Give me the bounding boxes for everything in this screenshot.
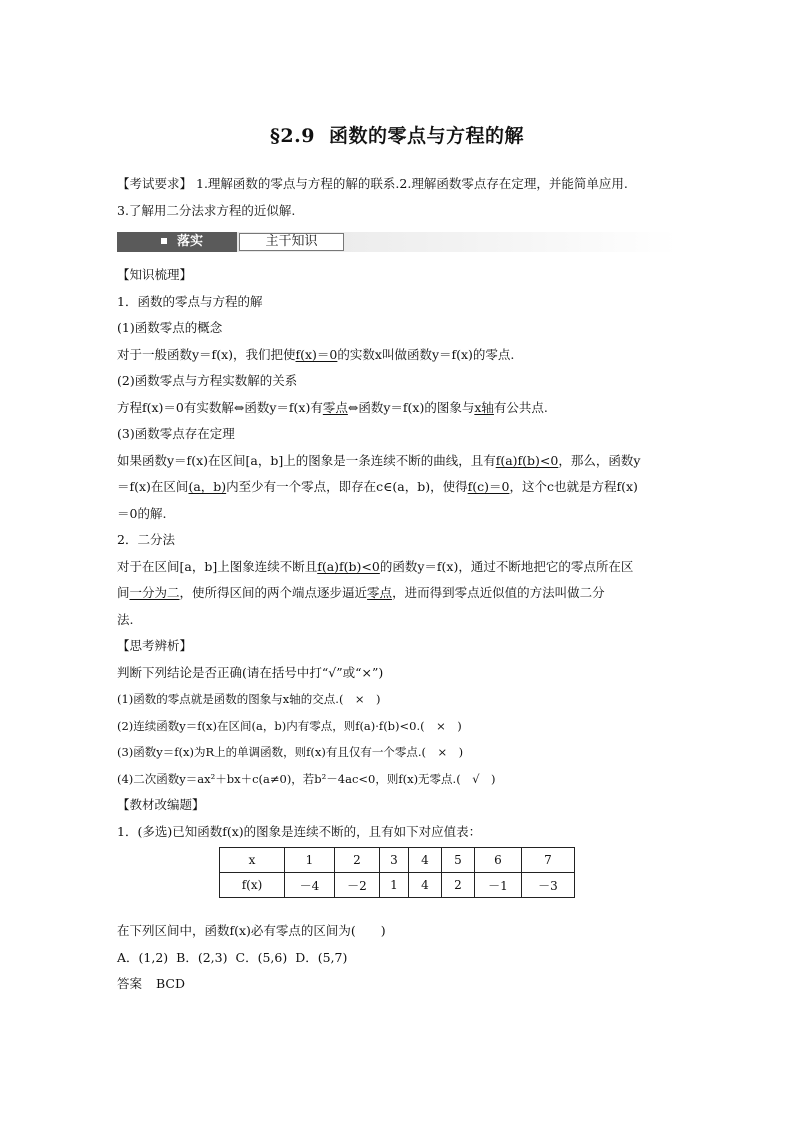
section-think: 【思考辨析】 xyxy=(117,638,193,653)
k1-s1-text: 对于一般函数y＝f(x)，我们把使f(x)＝0的实数x叫做函数y＝f(x)的零点. xyxy=(117,346,515,362)
k1-s3: (3)函数零点存在定理 xyxy=(117,426,235,441)
table-cell: －2 xyxy=(335,873,380,898)
k2-line2: 间一分为二，使所得区间的两个端点逐步逼近零点，进而得到零点近似值的方法叫做二分 xyxy=(117,585,605,600)
k1-s3-line2: ＝f(x)在区间(a，b)内至少有一个零点，即存在c∈(a，b)，使得f(c)＝0，这个c也就是方程f(x) xyxy=(117,479,638,494)
option-d: D．(5,7) xyxy=(295,949,348,965)
k2-line1: 对于在区间[a，b]上图象连续不断且f(a)f(b)<0的函数y＝f(x)，通过不断地把它的零点所在区 xyxy=(117,558,634,574)
k1-heading: 1．函数的零点与方程的解 xyxy=(117,293,263,309)
option-b: B．(2,3) xyxy=(176,949,228,965)
table-cell: 1 xyxy=(285,848,335,873)
requirements-label: 【考试要求】 xyxy=(117,176,193,191)
option-c: C．(5,6) xyxy=(235,949,288,965)
table-cell: 2 xyxy=(335,848,380,873)
page-title xyxy=(0,121,794,148)
answer-label: 答案 xyxy=(117,976,143,991)
table-cell: 6 xyxy=(475,848,522,873)
blank-answer: x轴 xyxy=(474,399,494,415)
answer-mark: ( × ) xyxy=(338,692,381,706)
table-cell: 4 xyxy=(409,848,442,873)
answer-mark: ( × ) xyxy=(420,718,462,733)
k2-heading: 2．二分法 xyxy=(117,532,175,547)
blank-answer: f(a)f(b)<0 xyxy=(495,452,559,468)
table-cell: f(x) xyxy=(220,873,285,898)
blank-answer: 零点 xyxy=(367,585,393,600)
table-cell: 4 xyxy=(409,873,442,898)
requirements-line-2: 3.了解用二分法求方程的近似解. xyxy=(117,202,296,218)
think-item: (2)连续函数y＝f(x)在区间(a，b)内有零点，则f(a)·f(b)<0.( × ) xyxy=(117,718,462,733)
table-cell: 5 xyxy=(442,848,475,873)
table-row xyxy=(220,848,575,873)
option-a: A．(1,2) xyxy=(117,949,169,965)
k1-s2-text: 方程f(x)＝0有实数解⇔函数y＝f(x)有零点⇔函数y＝f(x)的图象与x轴有公共点. xyxy=(117,399,548,415)
problem-answer xyxy=(117,971,677,998)
banner-dark: 落实 xyxy=(117,232,237,252)
value-table xyxy=(219,847,575,898)
section-number: §2.9 xyxy=(269,125,315,147)
think-item: (3)函数y＝f(x)为R上的单调函数，则f(x)有且仅有一个零点.( × ) xyxy=(117,745,464,759)
table-cell: －3 xyxy=(522,873,575,898)
answer-mark: ( √ ) xyxy=(456,771,496,786)
table-cell: －1 xyxy=(475,873,522,898)
blank-answer: f(x)＝0 xyxy=(295,346,338,362)
section-textbook: 【教材改编题】 xyxy=(117,797,205,812)
k1-s3-line3: ＝0的解. xyxy=(117,505,167,521)
blank-answer: f(c)＝0 xyxy=(467,479,510,494)
square-bullet-icon xyxy=(161,238,167,244)
problem-stem: 1．(多选)已知函数f(x)的图象是连续不断的，且有如下对应值表： xyxy=(117,823,482,839)
section-knowledge: 【知识梳理】 xyxy=(117,267,193,282)
requirements-line-1: 【考试要求】 1.理解函数的零点与方程的解的联系.2.理解函数零点存在定理，并能简单应用. xyxy=(117,176,628,191)
think-intro: 判断下列结论是否正确(请在括号中打“√”或“×”) xyxy=(117,664,384,680)
table-cell: 2 xyxy=(442,873,475,898)
table-cell: x xyxy=(220,848,285,873)
blank-answer: 零点 xyxy=(322,399,348,415)
table-cell: 3 xyxy=(380,848,409,873)
table-cell: 1 xyxy=(380,873,409,898)
table-row xyxy=(220,873,575,898)
blank-answer: (a，b) xyxy=(188,479,227,494)
table-cell: －4 xyxy=(285,873,335,898)
problem-options xyxy=(117,945,677,972)
k2-line3: 法. xyxy=(117,611,134,627)
banner-light: 主干知识 xyxy=(239,233,344,251)
blank-answer: 一分为二 xyxy=(129,585,180,600)
k1-s3-line1: 如果函数y＝f(x)在区间[a，b]上的图象是一条连续不断的曲线，且有f(a)f(b)<0，那么，函数y xyxy=(117,452,641,468)
answer-value: BCD xyxy=(156,976,186,991)
problem-question: 在下列区间中，函数f(x)必有零点的区间为( ) xyxy=(117,923,386,938)
think-item: (4)二次函数y＝ax²＋bx＋c(a≠0)，若b²－4ac<0，则f(x)无零点.( √ ) xyxy=(117,771,496,786)
k1-s2: (2)函数零点与方程实数解的关系 xyxy=(117,373,298,388)
spacer xyxy=(117,898,677,918)
content xyxy=(117,171,677,998)
table-cell: 7 xyxy=(522,848,575,873)
answer-mark: ( × ) xyxy=(421,745,464,759)
blank-answer: f(a)f(b)<0 xyxy=(317,558,380,574)
section-banner xyxy=(117,232,677,252)
title-text: 函数的零点与方程的解 xyxy=(328,125,524,147)
k1-s1: (1)函数零点的概念 xyxy=(117,320,223,335)
think-item: (1)函数的零点就是函数的图象与x轴的交点.( × ) xyxy=(117,692,381,706)
